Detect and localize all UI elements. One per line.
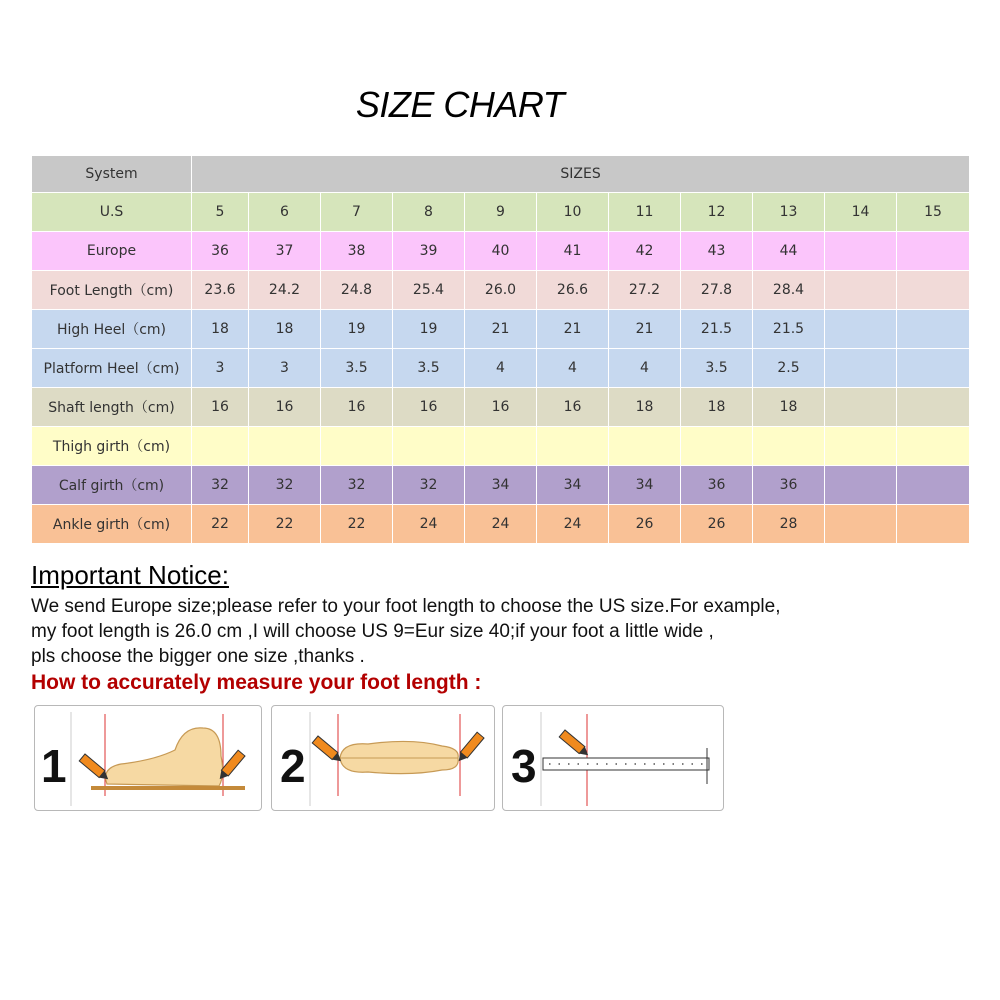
size-cell	[465, 427, 537, 466]
size-cell: 24	[465, 505, 537, 544]
row-label: Shaft length（cm)	[32, 388, 192, 427]
notice-line: pls choose the bigger one size ,thanks .	[31, 646, 365, 667]
notice-line: We send Europe size;please refer to your foot length to choose the US size.For example,	[31, 596, 781, 617]
size-cell	[825, 505, 897, 544]
size-cell	[192, 427, 249, 466]
size-cell: 32	[321, 466, 393, 505]
size-cell: 36	[753, 466, 825, 505]
size-cell: 16	[393, 388, 465, 427]
row-high-heel	[32, 310, 970, 349]
foot-side-measure-illustration	[35, 706, 261, 810]
size-cell: 22	[321, 505, 393, 544]
size-cell: 26	[681, 505, 753, 544]
size-cell: 25.4	[393, 271, 465, 310]
size-cell: 42	[609, 232, 681, 271]
size-cell: 3.5	[393, 349, 465, 388]
size-cell	[393, 427, 465, 466]
row-europe	[32, 232, 970, 271]
row-foot-length	[32, 271, 970, 310]
size-cell: 21	[465, 310, 537, 349]
size-chart-title: SIZE CHART	[355, 84, 565, 125]
size-cell: 3	[192, 349, 249, 388]
size-cell: 36	[681, 466, 753, 505]
step-3-panel	[502, 705, 724, 811]
size-cell: 34	[537, 466, 609, 505]
row-label: High Heel（cm)	[32, 310, 192, 349]
ruler-measure-illustration	[503, 706, 723, 810]
size-cell: 44	[753, 232, 825, 271]
size-cell: 27.2	[609, 271, 681, 310]
size-cell: 28	[753, 505, 825, 544]
row-us	[32, 193, 970, 232]
size-cell: 3	[249, 349, 321, 388]
size-cell: 34	[609, 466, 681, 505]
row-label: U.S	[32, 193, 192, 232]
size-cell: 11	[609, 193, 681, 232]
row-label: Foot Length（cm)	[32, 271, 192, 310]
size-cell: 36	[192, 232, 249, 271]
step-2-panel	[271, 705, 495, 811]
step-number: 2	[280, 740, 306, 792]
size-cell: 21	[537, 310, 609, 349]
step-number: 3	[511, 740, 537, 792]
size-cell: 19	[393, 310, 465, 349]
step-number: 1	[41, 740, 67, 792]
size-cell	[897, 427, 970, 466]
size-cell: 26.6	[537, 271, 609, 310]
notice-line: my foot length is 26.0 cm ,I will choose US 9=Eur size 40;if your foot a little wide ,	[31, 621, 714, 642]
row-label: Calf girth（cm)	[32, 466, 192, 505]
size-table	[31, 155, 970, 544]
size-cell: 16	[465, 388, 537, 427]
size-cell	[825, 388, 897, 427]
size-cell	[825, 232, 897, 271]
size-cell: 24	[537, 505, 609, 544]
size-cell	[825, 427, 897, 466]
size-cell: 18	[249, 310, 321, 349]
size-cell: 32	[249, 466, 321, 505]
important-notice-heading: Important Notice:	[31, 560, 229, 590]
size-cell: 18	[681, 388, 753, 427]
size-cell: 12	[681, 193, 753, 232]
size-cell: 2.5	[753, 349, 825, 388]
size-cell: 16	[249, 388, 321, 427]
size-cell: 26.0	[465, 271, 537, 310]
size-cell: 21	[609, 310, 681, 349]
size-cell: 15	[897, 193, 970, 232]
size-cell: 38	[321, 232, 393, 271]
size-cell: 24.2	[249, 271, 321, 310]
size-cell: 27.8	[681, 271, 753, 310]
size-cell: 43	[681, 232, 753, 271]
size-cell: 4	[465, 349, 537, 388]
size-cell: 4	[537, 349, 609, 388]
size-cell: 5	[192, 193, 249, 232]
size-cell: 39	[393, 232, 465, 271]
size-cell: 18	[753, 388, 825, 427]
size-cell	[609, 427, 681, 466]
size-cell: 23.6	[192, 271, 249, 310]
size-cell: 4	[609, 349, 681, 388]
size-cell	[897, 232, 970, 271]
size-cell: 24.8	[321, 271, 393, 310]
size-cell: 19	[321, 310, 393, 349]
size-cell: 18	[609, 388, 681, 427]
size-cell	[897, 310, 970, 349]
size-cell	[825, 310, 897, 349]
size-cell: 34	[465, 466, 537, 505]
size-cell: 13	[753, 193, 825, 232]
table-header-row	[32, 156, 970, 193]
size-cell: 21.5	[681, 310, 753, 349]
size-cell: 16	[537, 388, 609, 427]
size-cell: 21.5	[753, 310, 825, 349]
size-cell: 16	[321, 388, 393, 427]
size-cell: 18	[192, 310, 249, 349]
sizes-header-cell: SIZES	[192, 156, 970, 193]
size-cell: 9	[465, 193, 537, 232]
size-cell: 3.5	[681, 349, 753, 388]
size-cell	[681, 427, 753, 466]
size-cell	[249, 427, 321, 466]
row-label: Europe	[32, 232, 192, 271]
size-cell: 8	[393, 193, 465, 232]
size-cell	[825, 349, 897, 388]
size-cell: 32	[393, 466, 465, 505]
how-to-measure-heading: How to accurately measure your foot length :	[31, 671, 482, 694]
size-cell	[897, 271, 970, 310]
row-label: Ankle girth（cm)	[32, 505, 192, 544]
size-cell	[825, 271, 897, 310]
step-1-panel	[34, 705, 262, 811]
size-cell: 7	[321, 193, 393, 232]
row-thigh-girth	[32, 427, 970, 466]
row-label: Platform Heel（cm)	[32, 349, 192, 388]
system-header-cell: System	[32, 156, 192, 193]
size-cell: 40	[465, 232, 537, 271]
size-cell	[897, 505, 970, 544]
size-cell	[897, 349, 970, 388]
size-cell: 10	[537, 193, 609, 232]
size-cell: 22	[249, 505, 321, 544]
size-cell: 3.5	[321, 349, 393, 388]
row-shaft-length	[32, 388, 970, 427]
size-cell: 16	[192, 388, 249, 427]
size-cell: 6	[249, 193, 321, 232]
size-cell	[825, 466, 897, 505]
row-calf-girth	[32, 466, 970, 505]
size-cell: 24	[393, 505, 465, 544]
size-cell	[753, 427, 825, 466]
size-cell: 32	[192, 466, 249, 505]
row-label: Thigh girth（cm)	[32, 427, 192, 466]
size-cell: 26	[609, 505, 681, 544]
row-platform-heel	[32, 349, 970, 388]
size-cell	[537, 427, 609, 466]
size-cell: 28.4	[753, 271, 825, 310]
size-cell: 14	[825, 193, 897, 232]
size-cell: 37	[249, 232, 321, 271]
row-ankle-girth	[32, 505, 970, 544]
foot-top-measure-illustration	[272, 706, 494, 810]
size-cell	[321, 427, 393, 466]
size-cell	[897, 388, 970, 427]
size-cell: 22	[192, 505, 249, 544]
size-cell	[897, 466, 970, 505]
size-cell: 41	[537, 232, 609, 271]
